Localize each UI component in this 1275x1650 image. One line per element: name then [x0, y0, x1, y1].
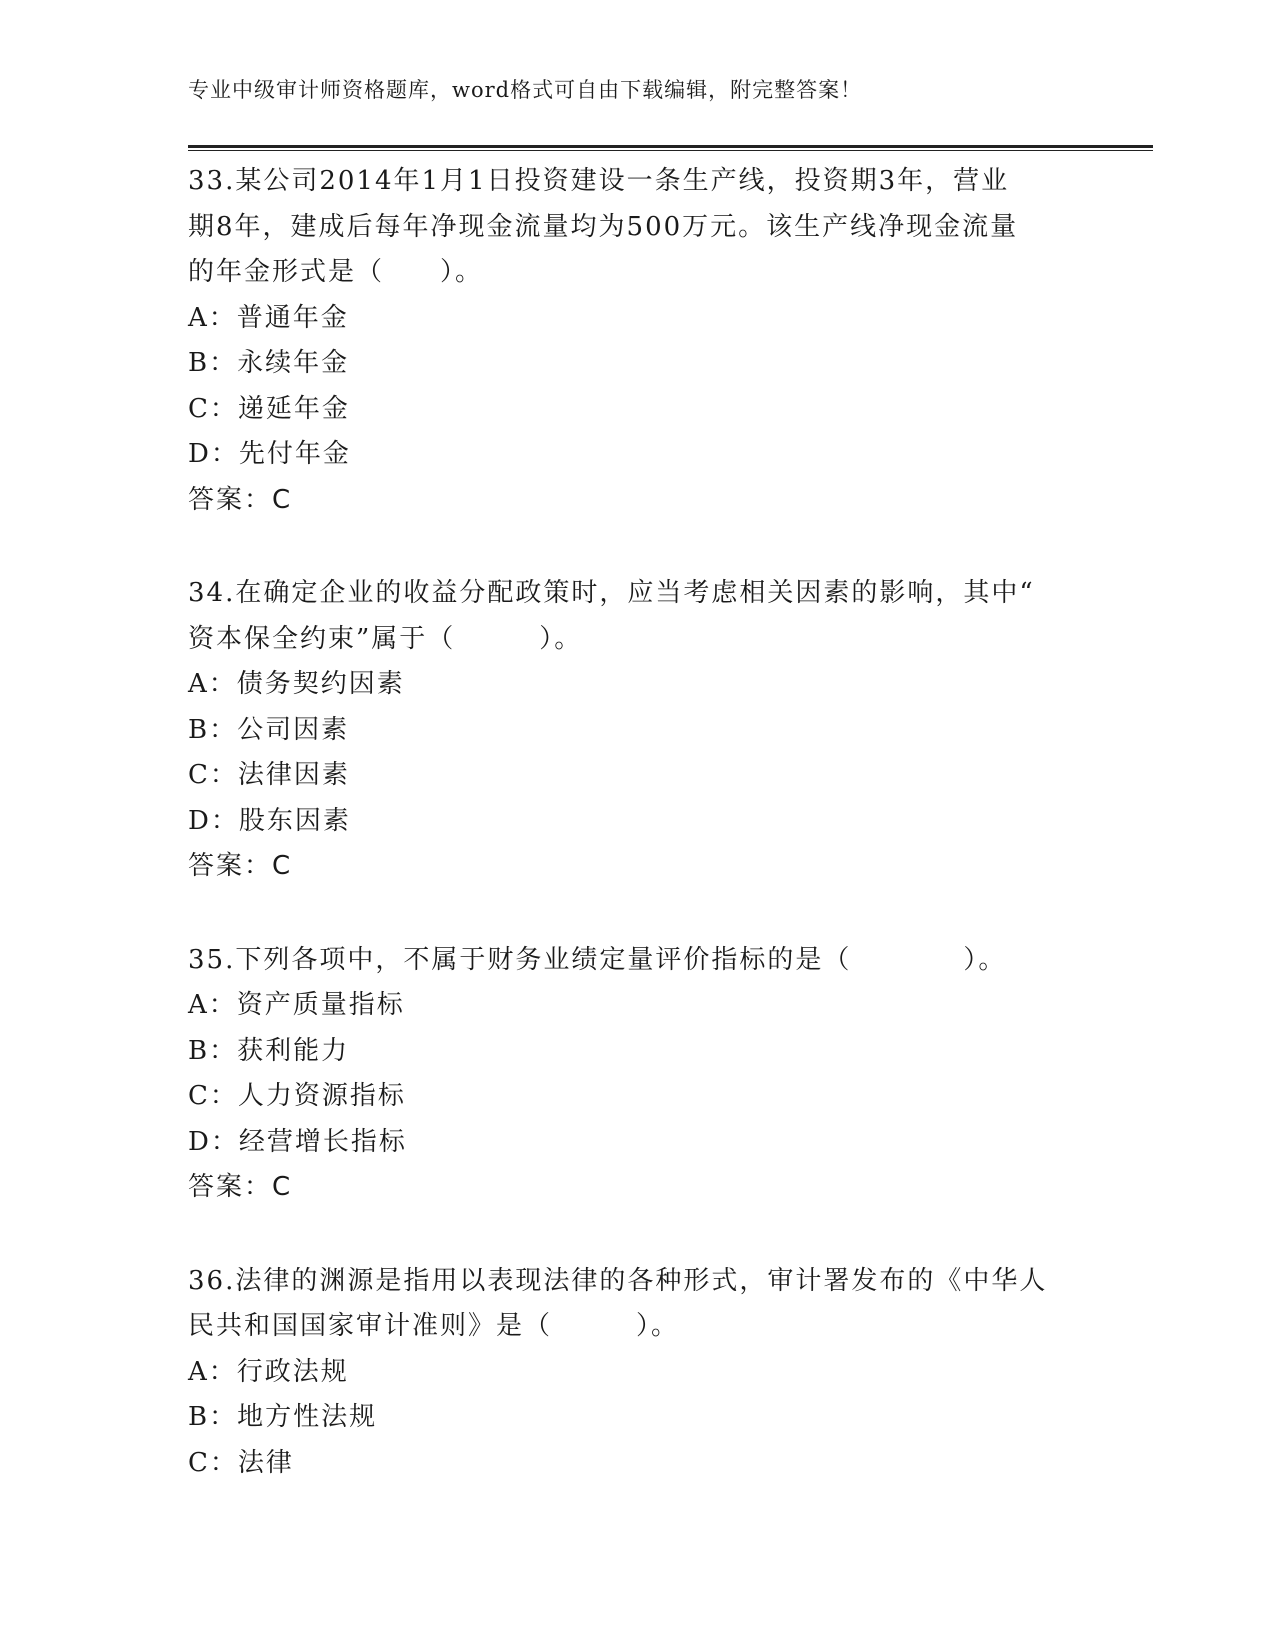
option-a: A：行政法规: [188, 1356, 349, 1387]
question-text: 33.某公司2014年1月1日投资建设一条生产线，投资期3年，营业: [188, 166, 1010, 196]
question-34: [188, 571, 1088, 890]
answer: 答案：C: [188, 484, 293, 515]
option-d: D：经营增长指标: [188, 1126, 407, 1157]
question-text: 34.在确定企业的收益分配政策时，应当考虑相关因素的影响，其中“: [188, 578, 1035, 608]
question-text: 资本保全约束”属于（ ）。: [188, 623, 583, 654]
question-text: 35.下列各项中，不属于财务业绩定量评价指标的是（ ）。: [188, 944, 1007, 975]
option-d: D：先付年金: [188, 439, 351, 469]
question-text: 的年金形式是（ ）。: [188, 257, 484, 287]
option-b: B：获利能力: [188, 1035, 350, 1066]
question-text: 期8年，建成后每年净现金流量均为500万元。该生产线净现金流量: [188, 211, 1019, 242]
question-33: [188, 159, 1088, 523]
option-c: C：法律: [188, 1447, 294, 1478]
option-b: B：永续年金: [188, 348, 350, 378]
question-36: [188, 1259, 1088, 1487]
answer: 答案：C: [188, 851, 293, 881]
option-c: C：法律因素: [188, 760, 350, 790]
option-b: B：地方性法规: [188, 1402, 378, 1432]
option-a: A：债务契约因素: [188, 669, 405, 699]
option-b: B：公司因素: [188, 714, 350, 745]
option-a: A：资产质量指标: [188, 990, 405, 1020]
option-a: A：普通年金: [188, 302, 349, 333]
question-35: [188, 938, 1088, 1211]
option-c: C：人力资源指标: [188, 1081, 406, 1111]
answer: 答案：C: [188, 1172, 293, 1202]
question-text: 民共和国国家审计准则》是（ ）。: [188, 1311, 680, 1341]
option-d: D：股东因素: [188, 805, 351, 836]
header-divider: [188, 145, 1153, 151]
option-c: C：递延年金: [188, 393, 350, 424]
question-list: [188, 159, 1088, 1534]
question-text: 36.法律的渊源是指用以表现法律的各种形式，审计署发布的《中华人: [188, 1265, 1048, 1296]
page-header: 专业中级审计师资格题库，word格式可自由下载编辑，附完整答案！: [188, 78, 863, 102]
